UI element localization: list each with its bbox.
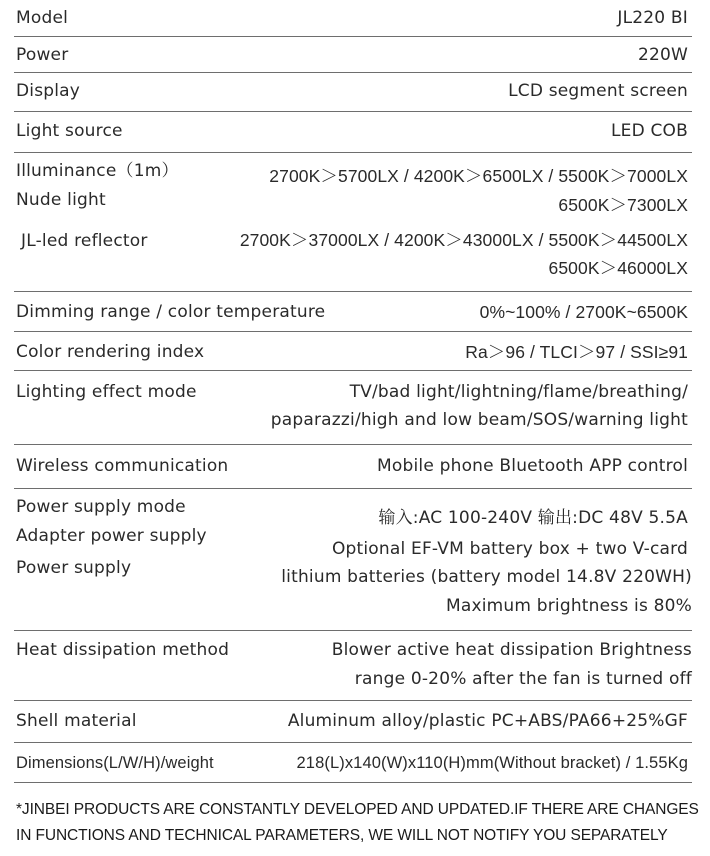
footnote-line1: *JINBEI PRODUCTS ARE CONSTANTLY DEVELOPED AND UPDATED.IF THERE ARE CHANGES [16, 801, 699, 818]
label-power-supply: Power supply [16, 558, 132, 578]
value-effects-line2: paparazzi/high and low beam/SOS/warning light [270, 410, 688, 430]
label-adapter-power-supply: Adapter power supply [16, 526, 207, 546]
divider [14, 152, 692, 153]
label-display: Display [16, 81, 81, 101]
label-power: Power [16, 45, 69, 65]
value-adapter: 输入:AC 100-240V 输出:DC 48V 5.5A [378, 508, 688, 528]
value-heat-line1: Blower active heat dissipation Brightness [331, 640, 692, 660]
label-wireless: Wireless communication [16, 456, 229, 476]
value-power: 220W [637, 45, 688, 65]
label-reflector: JL-led reflector [21, 231, 148, 251]
value-wireless: Mobile phone Bluetooth APP control [377, 456, 688, 476]
divider [14, 370, 692, 371]
label-cri: Color rendering index [16, 342, 205, 362]
divider [14, 782, 692, 783]
value-display: LCD segment screen [508, 81, 688, 101]
value-effects-line1: TV/bad light/lightning/flame/breathing/ [349, 382, 688, 402]
label-heat: Heat dissipation method [16, 640, 230, 660]
divider [14, 630, 692, 631]
label-illuminance: Illuminance（1m） [16, 161, 179, 181]
label-model: Model [16, 8, 69, 28]
value-reflector-line2: 6500K＞46000LX [548, 258, 688, 278]
divider [14, 444, 692, 445]
label-shell: Shell material [16, 711, 137, 731]
divider [14, 331, 692, 332]
value-battery-line2: lithium batteries (battery model 14.8V 220WH) [281, 567, 692, 587]
value-nude-light-line1: 2700K＞5700LX / 4200K＞6500LX / 5500K＞7000LX [269, 166, 688, 186]
divider [14, 488, 692, 489]
value-model: JL220 BI [617, 8, 688, 28]
label-dimensions: Dimensions(L/W/H)/weight [16, 754, 214, 772]
label-dimming: Dimming range / color temperature [16, 302, 326, 322]
label-power-supply-mode: Power supply mode [16, 497, 186, 517]
divider [14, 72, 692, 73]
label-effects: Lighting effect mode [16, 382, 197, 402]
value-battery-line3: Maximum brightness is 80% [445, 596, 692, 616]
divider [14, 742, 692, 743]
value-nude-light-line2: 6500K＞7300LX [558, 195, 688, 215]
divider [14, 700, 692, 701]
value-dimming: 0%~100% / 2700K~6500K [479, 302, 688, 322]
value-reflector-line1: 2700K＞37000LX / 4200K＞43000LX / 5500K＞44500LX [239, 230, 688, 250]
value-light-source: LED COB [610, 121, 688, 141]
label-nude-light: Nude light [16, 190, 106, 210]
value-cri: Ra＞96 / TLCI＞97 / SSI≥91 [465, 342, 688, 362]
divider [14, 291, 692, 292]
value-dimensions: 218(L)x140(W)x110(H)mm(Without bracket) / 1.55Kg [296, 754, 688, 772]
divider [14, 36, 692, 37]
label-light-source: Light source [16, 121, 123, 141]
divider [14, 111, 692, 112]
value-battery-line1: Optional EF-VM battery box + two V-card [331, 539, 688, 559]
value-shell: Aluminum alloy/plastic PC+ABS/PA66+25%GF [287, 711, 688, 731]
footnote-line2: IN FUNCTIONS AND TECHNICAL PARAMETERS, WE WILL NOT NOTIFY YOU SEPARATELY [16, 827, 668, 844]
value-heat-line2: range 0-20% after the fan is turned off [354, 669, 692, 689]
